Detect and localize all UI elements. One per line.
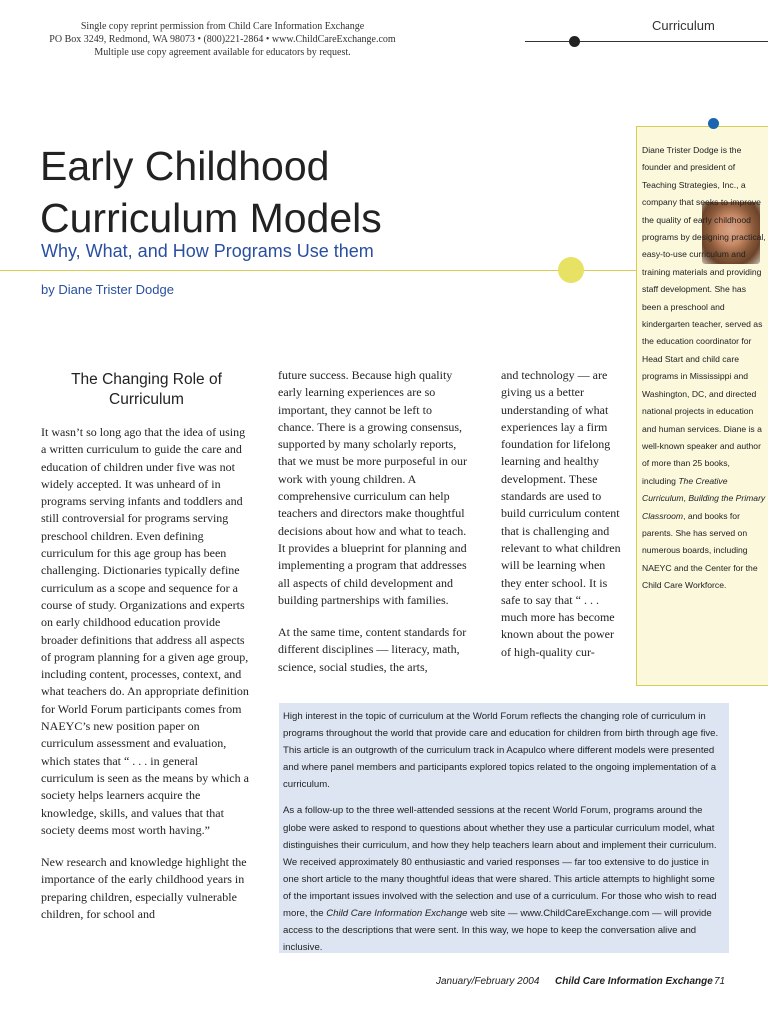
sidebar-dot <box>708 118 719 129</box>
column-3 <box>501 367 624 676</box>
title-line-2: Curriculum Models <box>40 195 382 241</box>
bio-book-1: The Creative Curriculum <box>642 475 728 504</box>
column-1 <box>41 424 253 938</box>
bio-separator: , <box>683 493 689 504</box>
title-line-1: Early Childhood <box>40 143 330 189</box>
column-2 <box>278 367 471 691</box>
section-label: Curriculum <box>652 18 715 33</box>
callout-text <box>283 708 723 965</box>
byline: by Diane Trister Dodge <box>41 282 174 297</box>
col2-paragraph-2: At the same time, content standards for different disciplines — literacy, math, science, social studies, the arts, <box>278 625 467 674</box>
callout-paragraph-2 <box>283 802 723 956</box>
bio-book-2: Building the Primary Classroom <box>642 493 766 521</box>
bio-text-1: Diane Trister Dodge is the founder and president of Teaching Strategies, Inc., a company that seeks to improve the quality of early childhood programs by designing practical, easy-to-use curriculum and training materials and providing staff development. She has been a preschool and kindergarten teacher, served as the education coordinator for Head Start and child care programs in Mississippi and Washington, DC, and directed national projects in education and human services. Diane is a well-known speaker and author of more than 25 books, including <box>642 145 766 486</box>
reprint-notice <box>20 20 425 59</box>
article-subtitle: Why, What, and How Programs Use them <box>41 241 374 261</box>
author-bio <box>642 142 766 595</box>
bio-text-2: , and books for parents. She has served on numerous boards, including NAEYC and the Center for the Child Care Workforce. <box>642 510 758 591</box>
header-dot <box>569 36 580 47</box>
col3-paragraph-1: and technology — are giving us a better understanding of what experiences lay a firm foundation for lifelong learning and healthy development. These standards are used to build curriculum content that is challenging and relevant to what children will be learning when they enter school. It is safe to say that “ . . . much more has become known about the power of high-quality cur- <box>501 368 621 659</box>
footer-date: January/February 2004 <box>436 976 540 987</box>
title-dot <box>558 257 584 283</box>
section-heading: The Changing Role of Curriculum <box>71 371 222 408</box>
reprint-line-1: Single copy reprint permission from Child Care Information Exchange <box>80 21 365 32</box>
title-rule <box>0 270 637 271</box>
callout-text-b: web site — www.ChildCareExchange.com — will provide access to the descriptions that were sent. In this way, we hope to keep the conversation alive and inclusive. <box>283 908 712 954</box>
col1-paragraph-2: New research and knowledge highlight the importance of the early childhood years in preparing children, especially vulnerable children, for school and <box>41 855 247 922</box>
callout-publication: Child Care Information Exchange <box>326 908 468 920</box>
footer-publication: Child Care Information Exchange <box>555 976 713 987</box>
callout-text-a: As a follow-up to the three well-attended sessions at the recent World Forum, programs around the globe were asked to respond to questions about whether they use a particular curriculum model, what distinguishes their curriculum, and how they help teachers learn about and implement their curriculum. We received approximately 80 enthusiastic and varied responses — far too extensive to do justice in one short article to the many thoughtful ideas that were shared. This article attempts to highlight some of the important issues involved with the selection and use of a curriculum. For those who wish to read more, the <box>283 805 717 920</box>
page-number: 71 <box>714 976 726 987</box>
reprint-line-3: Multiple use copy agreement available for educators by request. <box>94 47 351 58</box>
article-title <box>40 140 600 244</box>
col2-paragraph-1: future success. Because high quality early learning experiences are so important, they cannot be left to chance. There is a growing consensus, supported by many scholarly reports, that we must be more purposeful in our work with young children. A comprehensive curriculum can help teachers and directors make thoughtful decisions about how and what to teach. It provides a blueprint for planning and implementing a program that addresses all aspects of child development and building partnerships with families. <box>278 368 467 607</box>
header-rule <box>525 41 768 42</box>
reprint-line-2: PO Box 3249, Redmond, WA 98073 • (800)221-2864 • www.ChildCareExchange.com <box>49 34 396 45</box>
col1-paragraph-1: It wasn’t so long ago that the idea of using a written curriculum to guide the care and education of children under five was not widely accepted. It was unheard of in programs serving infants and toddlers and still controversial for programs serving preschool children. Even defining curriculum for this age group has been challenging. Dictionaries typically define curriculum as a scope and sequence for a course of study. Organizations and experts on early childhood education provide broader definitions that address all aspects of program planning for a given age group, including content, processes, context, and what teachers do. An appropriate definition for World Forum participants comes from NAEYC’s new position paper on curriculum assessment and evaluation, which states that “ . . . in general curriculum is seen as the means by which a society helps learners acquire the knowledge, skills, and values that that society deems most worth having.” <box>41 425 249 837</box>
callout-paragraph-1: High interest in the topic of curriculum at the World Forum reflects the changing role of curriculum in programs throughout the world that provide care and education for children from birth through age five. This article is an outgrowth of the curriculum track in Acapulco where different models were presented and where panel members and participants explored topics related to the ongoing implementation of a curriculum. <box>283 711 719 791</box>
